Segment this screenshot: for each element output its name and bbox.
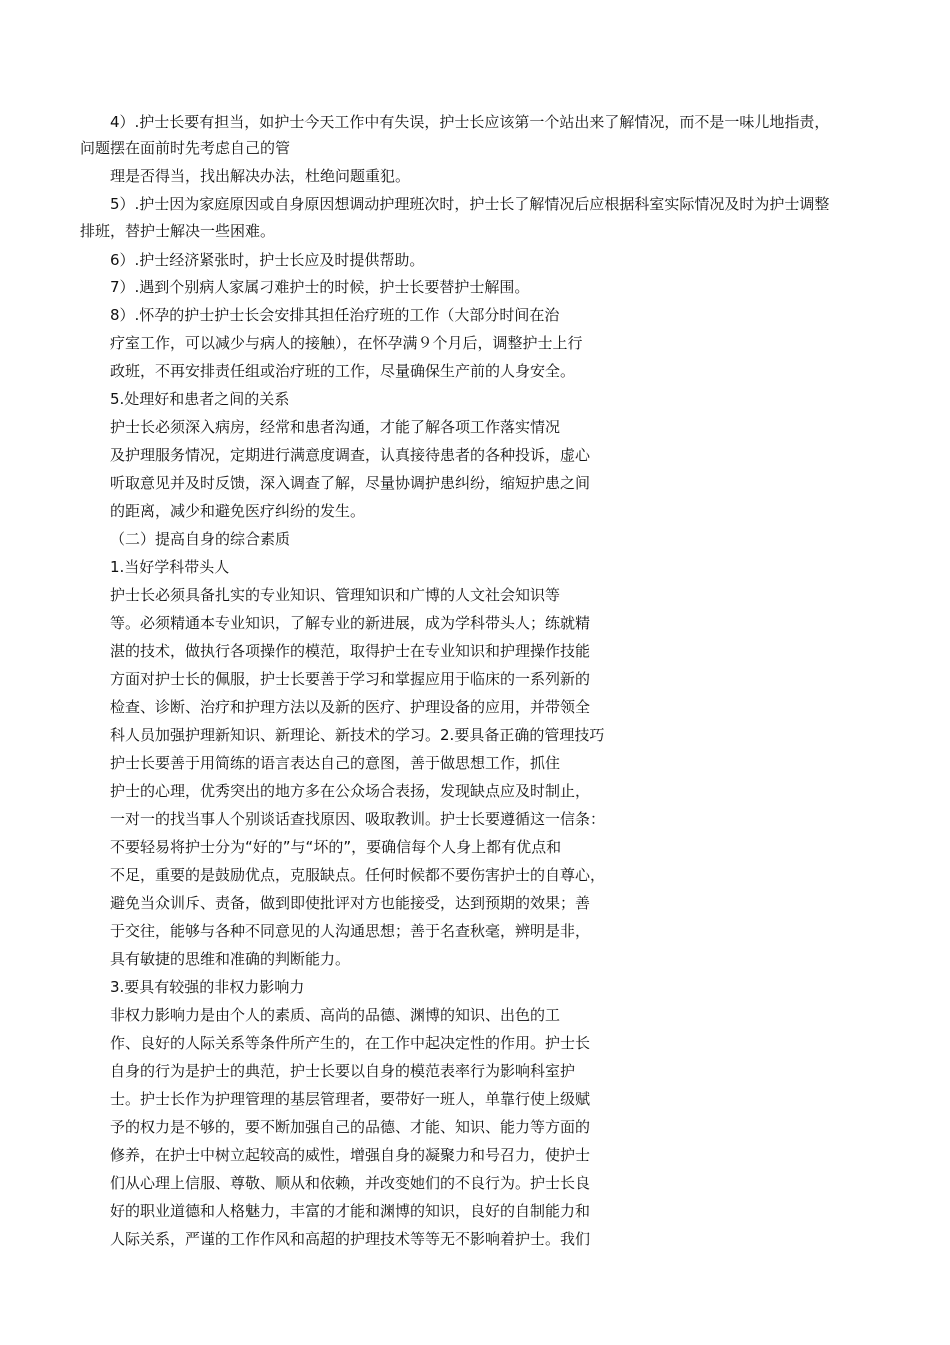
text-line: 听取意见并及时反馈，深入调查了解，尽量协调护患纠纷，缩短护患之间 (110, 474, 591, 492)
text-line: 疗室工作，可以减少与病人的接触），在怀孕满９个月后，调整护士上行 (110, 334, 583, 352)
text-line: 护士长必须深入病房，经常和患者沟通，才能了解各项工作落实情况 (110, 418, 561, 436)
text-line: 问题摆在面前时先考虑自己的管 (80, 139, 291, 157)
text-line: 不足，重要的是鼓励优点，克服缺点。任何时候都不要伤害护士的自尊心， (110, 866, 606, 884)
text-line: 予的权力是不够的，要不断加强自己的品德、才能、知识、能力等方面的 (110, 1118, 591, 1136)
text-line: 5）.护士因为家庭原因或自身原因想调动护理班次时，护士长了解情况后应根据科室实际情况及时为护士调整 (110, 195, 830, 213)
text-line: 科人员加强护理新知识、新理论、新技术的学习。2.要具备正确的管理技巧 (110, 726, 605, 744)
text-line: 人际关系，严谨的工作作风和高超的护理技术等等无不影响着护士。我们 (110, 1230, 591, 1248)
text-line: 作、良好的人际关系等条件所产生的，在工作中起决定性的作用。护士长 (110, 1034, 591, 1052)
text-line: 具有敏捷的思维和准确的判断能力。 (110, 950, 351, 968)
text-line: 非权力影响力是由个人的素质、高尚的品德、渊博的知识、出色的工 (110, 1006, 561, 1024)
text-line: 政班，不再安排责任组或治疗班的工作，尽量确保生产前的人身安全。 (110, 362, 576, 380)
text-line: 一对一的找当事人个别谈话查找原因、吸取教训。护士长要遵循这一信条： (110, 810, 606, 828)
text-line: 理是否得当，找出解决办法，杜绝问题重犯。 (110, 167, 411, 185)
text-line: 好的职业道德和人格魅力，丰富的才能和渊博的知识，良好的自制能力和 (110, 1202, 591, 1220)
section-heading: 1.当好学科带头人 (110, 558, 230, 576)
text-line: 7）.遇到个别病人家属刁难护士的时候，护士长要替护士解围。 (110, 278, 530, 296)
section-heading: （二）提高自身的综合素质 (110, 530, 291, 548)
text-line: 4）.护士长要有担当，如护士今天工作中有失误，护士长应该第一个站出来了解情况，而不是一味儿地指责， (110, 113, 830, 131)
text-line: 修养，在护士中树立起较高的威性，增强自身的凝聚力和号召力，使护士 (110, 1146, 591, 1164)
text-line: 检查、诊断、治疗和护理方法以及新的医疗、护理设备的应用，并带领全 (110, 698, 591, 716)
text-line: 6）.护士经济紧张时，护士长应及时提供帮助。 (110, 251, 425, 269)
text-line: 于交往，能够与各种不同意见的人沟通思想；善于名查秋毫，辨明是非， (110, 922, 591, 940)
text-line: 8）.怀孕的护士护士长会安排其担任治疗班的工作（大部分时间在治 (110, 306, 560, 324)
section-heading: 5.处理好和患者之间的关系 (110, 390, 290, 408)
text-line: 不要轻易将护士分为“好的”与“坏的”，要确信每个人身上都有优点和 (110, 838, 562, 856)
text-line: 护士长必须具备扎实的专业知识、管理知识和广博的人文社会知识等 (110, 586, 561, 604)
text-line: 士。护士长作为护理管理的基层管理者，要带好一班人，单靠行使上级赋 (110, 1090, 591, 1108)
text-line: 等。必须精通本专业知识，了解专业的新进展，成为学科带头人；练就精 (110, 614, 591, 632)
text-line: 护士长要善于用简练的语言表达自己的意图，善于做思想工作，抓住 (110, 754, 561, 772)
text-line: 及护理服务情况，定期进行满意度调查，认真接待患者的各种投诉，虚心 (110, 446, 591, 464)
text-line: 们从心理上信服、尊敬、顺从和依赖，并改变她们的不良行为。护士长良 (110, 1174, 591, 1192)
text-line: 护士的心理，优秀突出的地方多在公众场合表扬，发现缺点应及时制止， (110, 782, 591, 800)
text-line: 方面对护士长的佩服，护士长要善于学习和掌握应用于临床的一系列新的 (110, 670, 591, 688)
text-line: 的距离，减少和避免医疗纠纷的发生。 (110, 502, 366, 520)
text-line: 避免当众训斥、责备，做到即使批评对方也能接受，达到预期的效果；善 (110, 894, 591, 912)
text-line: 自身的行为是护士的典范，护士长要以自身的模范表率行为影响科室护 (110, 1062, 576, 1080)
text-line: 湛的技术，做执行各项操作的模范，取得护士在专业知识和护理操作技能 (110, 642, 591, 660)
section-heading: 3.要具有较强的非权力影响力 (110, 978, 305, 996)
text-line: 排班，替护士解决一些困难。 (80, 222, 276, 240)
